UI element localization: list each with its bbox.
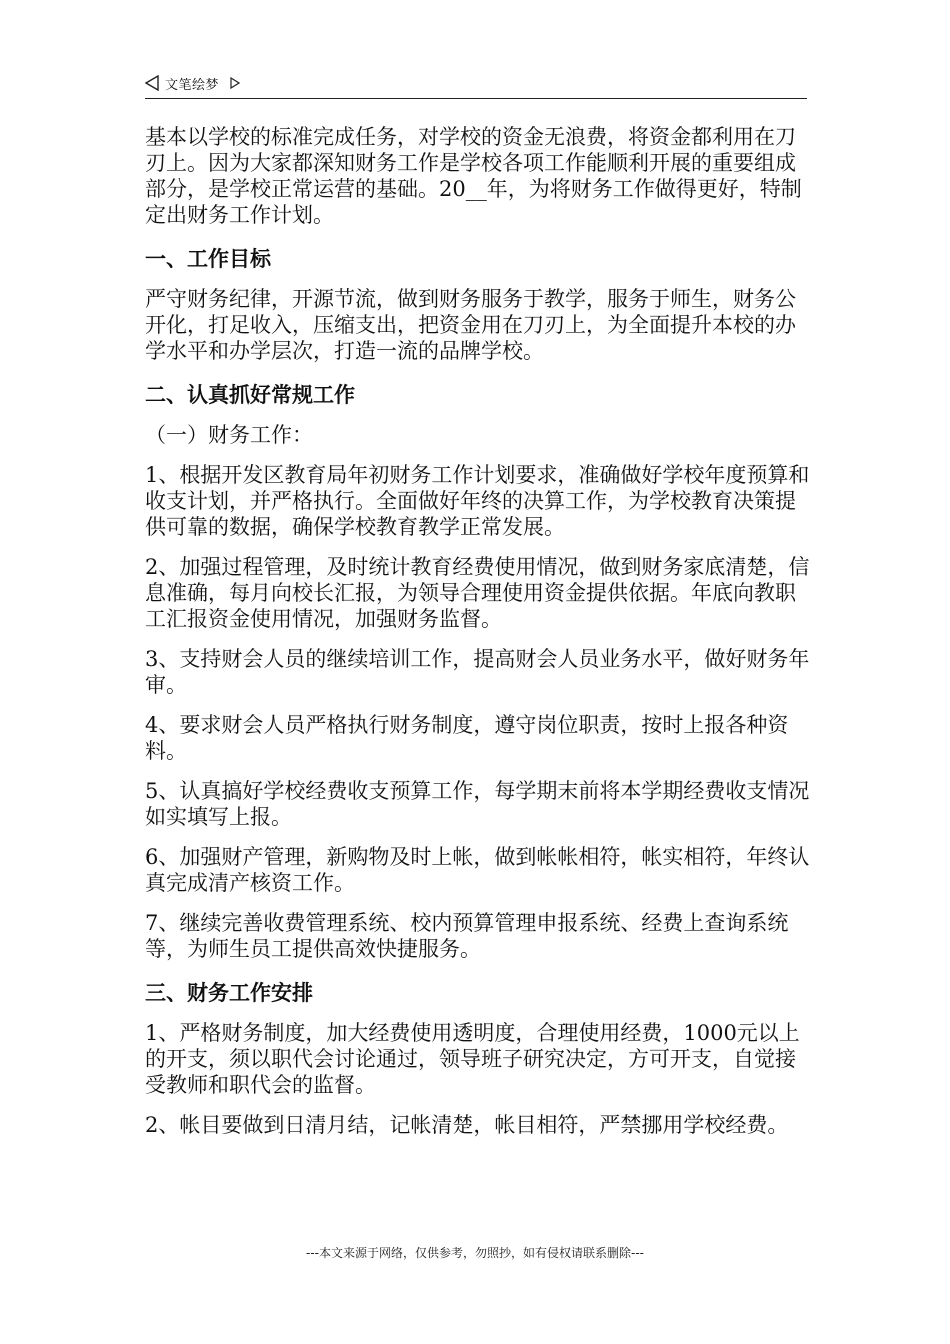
list-item: 1、严格财务制度，加大经费使用透明度，合理使用经费，1000元以上的开支，须以职代会讨论通过，领导班子研究决定，方可开支，自觉接受教师和职代会的监督。 <box>145 1021 800 1097</box>
list-item: 2、加强过程管理，及时统计教育经费使用情况，做到财务家底清楚，信息准确，每月向校长汇报，为领导合理使用资金提供依据。年底向教职工汇报资金使用情况，加强财务监督。 <box>145 555 810 631</box>
document-body <box>145 124 810 1152</box>
brand-text: 文笔绘梦 <box>165 78 220 93</box>
section-heading-routine: 二、认真抓好常规工作 <box>145 383 355 407</box>
list-item: 4、要求财会人员严格执行财务制度，遵守岗位职责，按时上报各种资料。 <box>145 713 789 763</box>
goals-paragraph: 严守财务纪律，开源节流，做到财务服务于教学，服务于师生，财务公开化，打足收入，压缩支出，把资金用在刀刃上，为全面提升本校的办学水平和办学层次，打造一流的品牌学校。 <box>145 287 796 363</box>
intro-paragraph: 基本以学校的标准完成任务，对学校的资金无浪费，将资金都利用在刀刃上。因为大家都深知财务工作是学校各项工作能顺利开展的重要组成部分，是学校正常运营的基础。20__年，为将财务工作做得更好，特制定出财务工作计划。 <box>145 125 802 227</box>
section-heading-arrangement: 三、财务工作安排 <box>145 981 313 1005</box>
footer-notice: ---本文来源于网络，仅供参考，勿照抄，如有侵权请联系删除--- <box>306 1246 644 1260</box>
triangle-right-icon <box>230 74 240 93</box>
list-item: 5、认真搞好学校经费收支预算工作，每学期末前将本学期经费收支情况如实填写上报。 <box>145 779 810 829</box>
list-item: 2、帐目要做到日清月结，记帐清楚，帐目相符，严禁挪用学校经费。 <box>145 1113 789 1137</box>
list-item: 7、继续完善收费管理系统、校内预算管理申报系统、经费上查询系统等，为师生员工提供高效快捷服务。 <box>145 911 789 961</box>
triangle-left-icon <box>145 75 159 95</box>
page-header <box>145 72 807 99</box>
section-heading-goals: 一、工作目标 <box>145 247 271 271</box>
subsection-heading-finance: （一）财务工作： <box>145 423 313 447</box>
list-item: 1、根据开发区教育局年初财务工作计划要求，准确做好学校年度预算和收支计划，并严格执行。全面做好年终的决算工作，为学校教育决策提供可靠的数据，确保学校教育教学正常发展。 <box>145 463 810 539</box>
list-item: 3、支持财会人员的继续培训工作，提高财会人员业务水平，做好财务年审。 <box>145 647 810 697</box>
list-item: 6、加强财产管理，新购物及时上帐，做到帐帐相符，帐实相符，年终认真完成清产核资工作。 <box>145 845 810 895</box>
